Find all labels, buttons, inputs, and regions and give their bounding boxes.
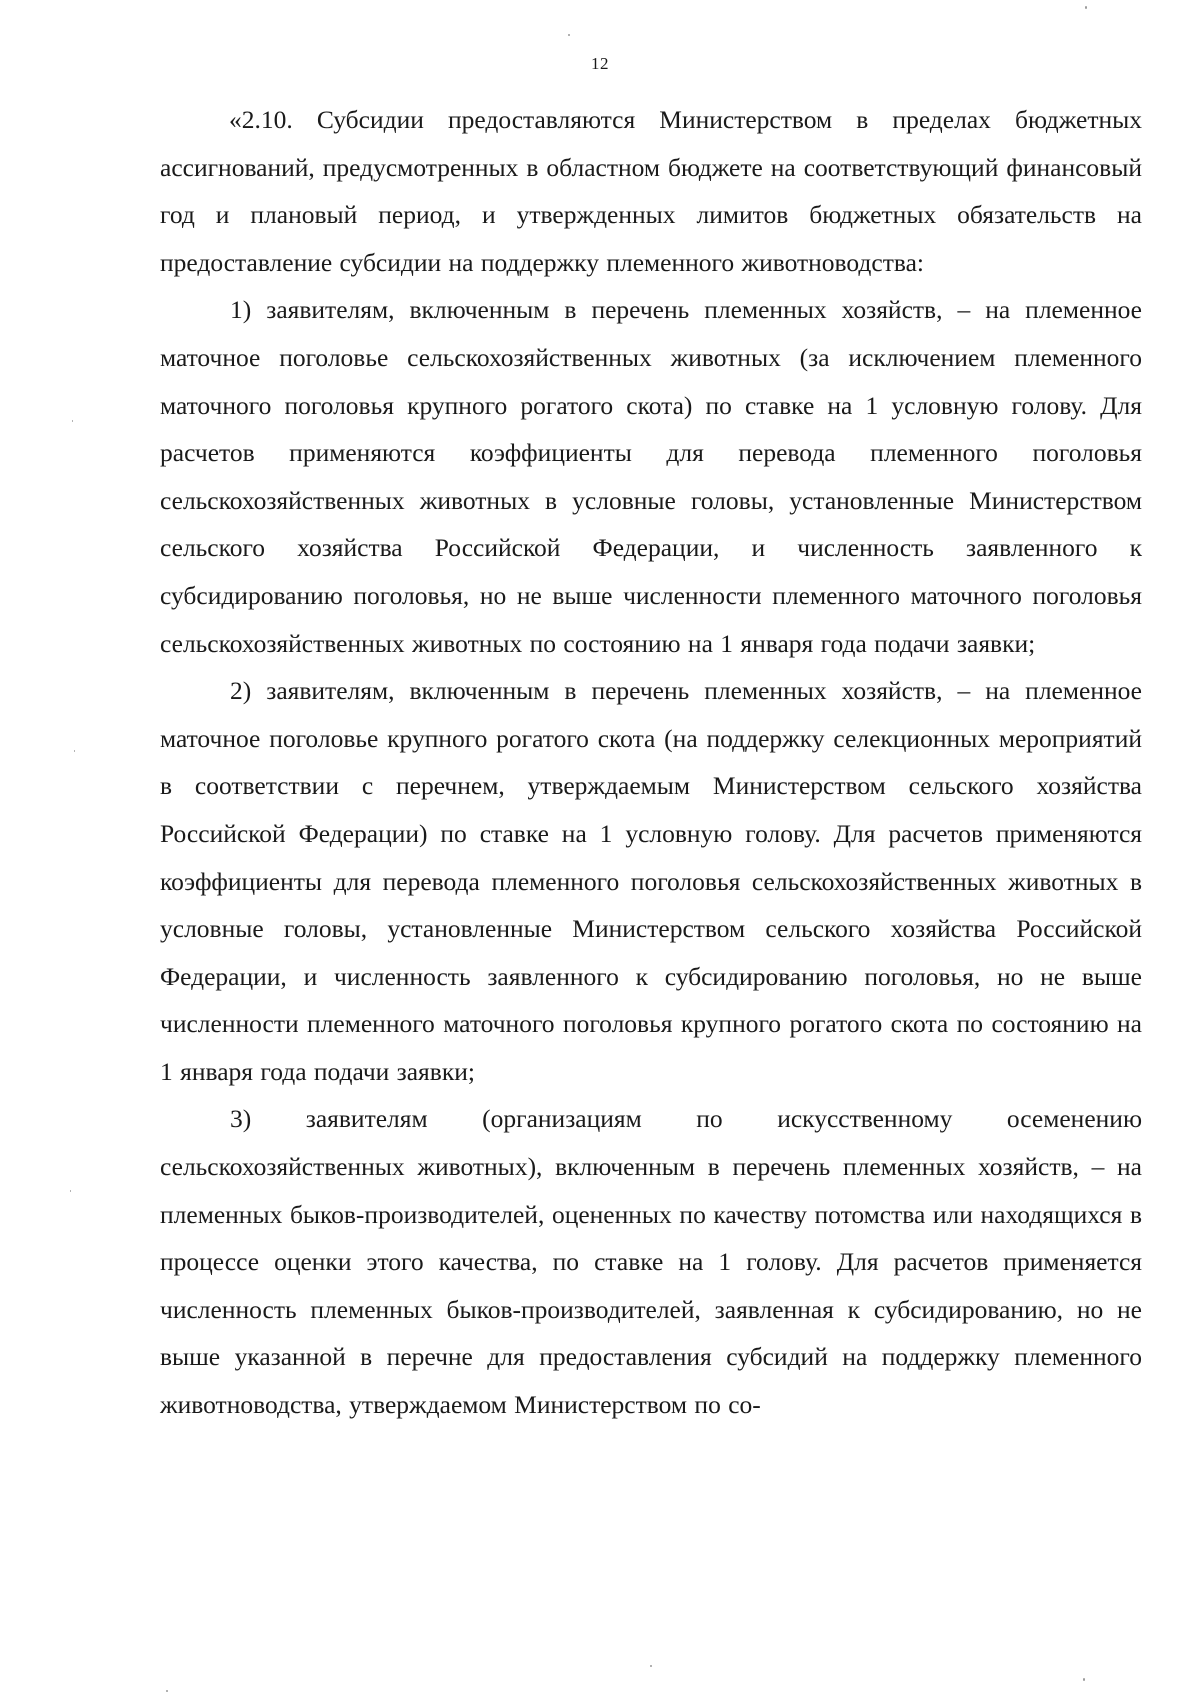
paragraph-item-3: 3) заявителям (организациям по искусственному осеменению сельскохозяйственных животных), включенным в перечень племенных хозяйств, – на племенных быков-производителей, оцененных по качеству потомства или находящихся в процессе оценки этого качества, по ставке на 1 голову. Для расчетов применяется численность племенных быков-производителей, заявленная к субсидированию, но не выше указанной в перечне для предоставления субсидий на поддержку племенного животноводства, утверждаемом Министерством по со- [160, 1104, 1142, 1420]
scan-speck [568, 34, 570, 36]
scan-speck [650, 1665, 652, 1667]
page-number: 12 [591, 54, 609, 73]
scan-speck [1085, 6, 1087, 9]
scan-speck [72, 420, 73, 422]
scan-speck [166, 1690, 168, 1692]
scan-speck [70, 1190, 71, 1192]
document-body [160, 96, 1142, 1429]
scan-speck [1083, 1678, 1085, 1681]
paragraph-2-10-intro: «2.10. Субсидии предоставляются Министерством в пределах бюджетных ассигнований, предусмотренных в областном бюджете на соответствующий финансовый год и плановый период, и утвержденных лимитов бюджетных обязательств на предоставление субсидии на поддержку племенного животноводства: [160, 105, 1142, 277]
paragraph-item-1: 1) заявителям, включенным в перечень племенных хозяйств, – на племенное маточное поголовье сельскохозяйственных животных (за исключением племенного маточного поголовья крупного рогатого скота) по ставке на 1 условную голову. Для расчетов применяются коэффициенты для перевода племенного поголовья сельскохозяйственных животных в условные головы, установленные Министерством сельского хозяйства Российской Федерации, и численность заявленного к субсидированию поголовья, но не выше численности племенного маточного поголовья сельскохозяйственных животных по состоянию на 1 января года подачи заявки; [160, 295, 1142, 658]
paragraph-item-2: 2) заявителям, включенным в перечень племенных хозяйств, – на племенное маточное поголовье крупного рогатого скота (на поддержку селекционных мероприятий в соответствии с перечнем, утверждаемым Министерством сельского хозяйства Российской Федерации) по ставке на 1 условную голову. Для расчетов применяются коэффициенты для перевода племенного поголовья сельскохозяйственных животных в условные головы, установленные Министерством сельского хозяйства Российской Федерации, и численность заявленного к субсидированию поголовья, но не выше численности племенного маточного поголовья крупного рогатого скота по состоянию на 1 января года подачи заявки; [160, 676, 1142, 1086]
scan-speck [74, 750, 75, 752]
